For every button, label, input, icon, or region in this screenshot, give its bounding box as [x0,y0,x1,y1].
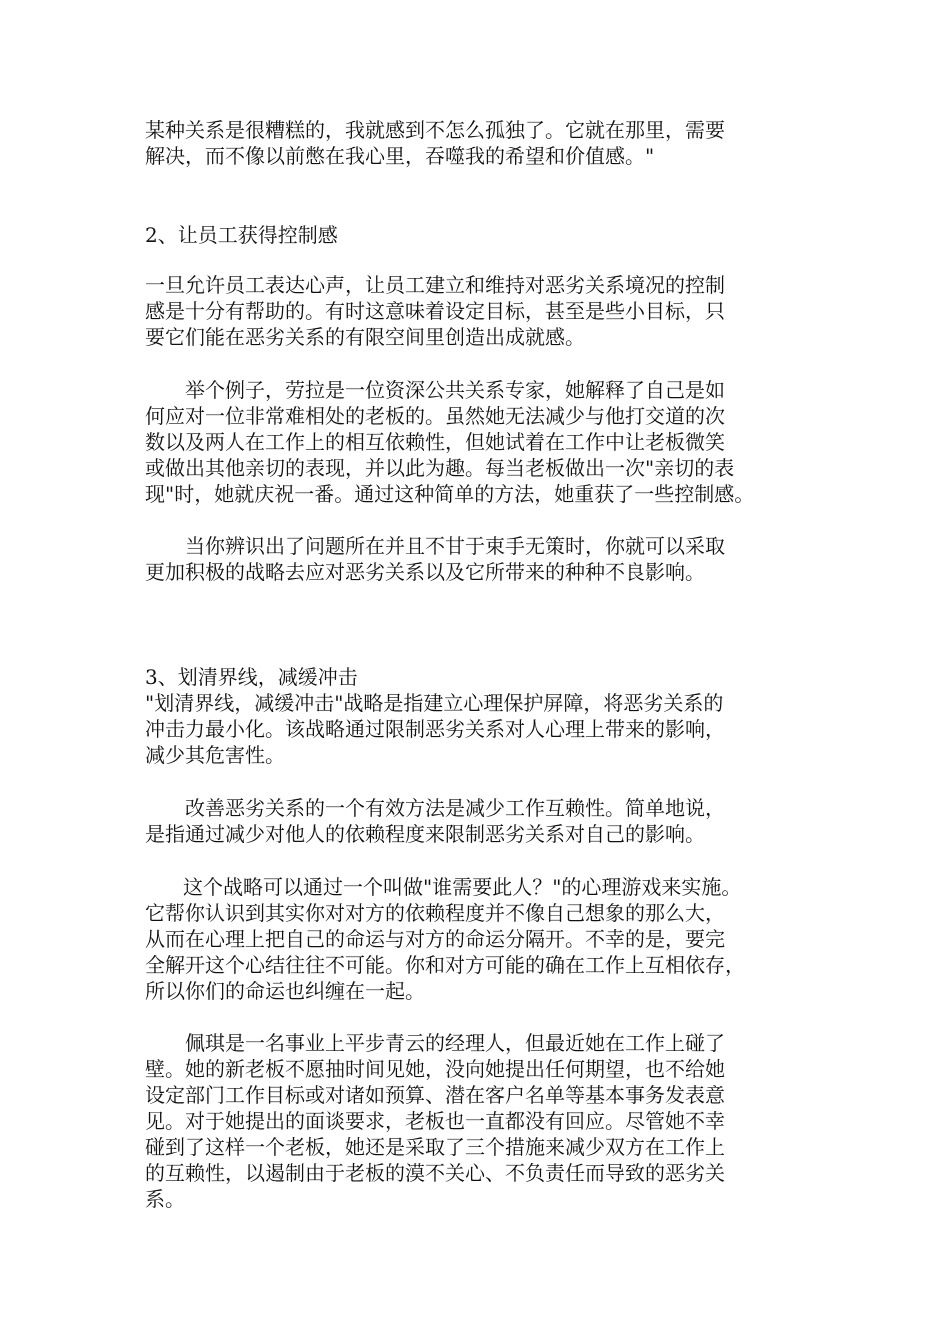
paragraph-2a [145,272,825,350]
text-line: 佩琪是一名事业上平步青云的经理人，但最近她在工作上碰了 [185,1031,725,1055]
text-line: 要它们能在恶劣关系的有限空间里创造出成就感。 [145,325,585,349]
text-line: 设定部门工作目标或对诸如预算、潜在客户名单等基本事务发表意 [145,1083,725,1107]
text-line: 某种关系是很糟糕的，我就感到不怎么孤独了。它就在那里，需要 [145,118,725,142]
text-line: 见。对于她提出的面谈要求，老板也一直都没有回应。尽管她不幸 [145,1109,725,1133]
section-heading-2 [145,222,825,248]
text-line: 它帮你认识到其实你对对方的依赖程度并不像自己想象的那么大， [145,901,725,925]
paragraph-3b [145,795,825,847]
text-line: 所以你们的命运也纠缠在一起。 [145,979,425,1003]
text-line: 的互赖性，以遏制由于老板的漠不关心、不负责任而导致的恶劣关 [145,1161,725,1185]
text-line: 壁。她的新老板不愿抽时间见她，没向她提出任何期望，也不给她 [145,1057,725,1081]
text-line: 是指通过减少对他人的依赖程度来限制恶劣关系对自己的影响。 [145,822,705,846]
text-line: 或做出其他亲切的表现，并以此为趣。每当老板做出一次"亲切的表 [145,456,735,480]
text-line: 全解开这个心结往往不可能。你和对方可能的确在工作上互相依存， [145,953,745,977]
text-line: 碰到了这样一个老板，她还是采取了三个措施来减少双方在工作上 [145,1135,725,1159]
text-line: 举个例子，劳拉是一位资深公共关系专家，她解释了自己是如 [185,378,725,402]
paragraph-intro [145,117,825,169]
text-line: 这个战略可以通过一个叫做"谁需要此人？"的心理游戏来实施。 [183,875,742,899]
paragraph-3d [145,1030,825,1212]
text-line: 更加积极的战略去应对恶劣关系以及它所带来的种种不良影响。 [145,560,705,584]
text-line: "划清界线，减缓冲击"战略是指建立心理保护屏障，将恶劣关系的 [145,691,724,715]
text-line: 从而在心理上把自己的命运与对方的命运分隔开。不幸的是，要完 [145,927,725,951]
text-line: 一旦允许员工表达心声，让员工建立和维持对恶劣关系境况的控制 [145,273,725,297]
text-line: 减少其危害性。 [145,743,285,767]
heading-text: 2、让员工获得控制感 [145,223,338,247]
text-line: 解决，而不像以前憋在我心里，吞噬我的希望和价值感。" [145,144,655,168]
paragraph-3c [145,874,825,1004]
section-heading-3 [145,664,825,690]
paragraph-2c [145,533,825,585]
paragraph-2b [145,377,825,507]
paragraph-3a [145,690,825,768]
text-line: 当你辨识出了问题所在并且不甘于束手无策时，你就可以采取 [185,534,725,558]
text-line: 系。 [145,1187,185,1211]
text-line: 改善恶劣关系的一个有效方法是减少工作互赖性。简单地说， [185,796,725,820]
text-line: 冲击力最小化。该战略通过限制恶劣关系对人心理上带来的影响， [145,717,725,741]
text-line: 感是十分有帮助的。有时这意味着设定目标，甚至是些小目标，只 [145,299,725,323]
text-line: 现"时，她就庆祝一番。通过这种简单的方法，她重获了一些控制感。 [145,482,755,506]
text-line: 数以及两人在工作上的相互依赖性，但她试着在工作中让老板微笑 [145,430,725,454]
text-line: 何应对一位非常难相处的老板的。虽然她无法减少与他打交道的次 [145,404,725,428]
heading-text: 3、划清界线，减缓冲击 [145,665,358,689]
